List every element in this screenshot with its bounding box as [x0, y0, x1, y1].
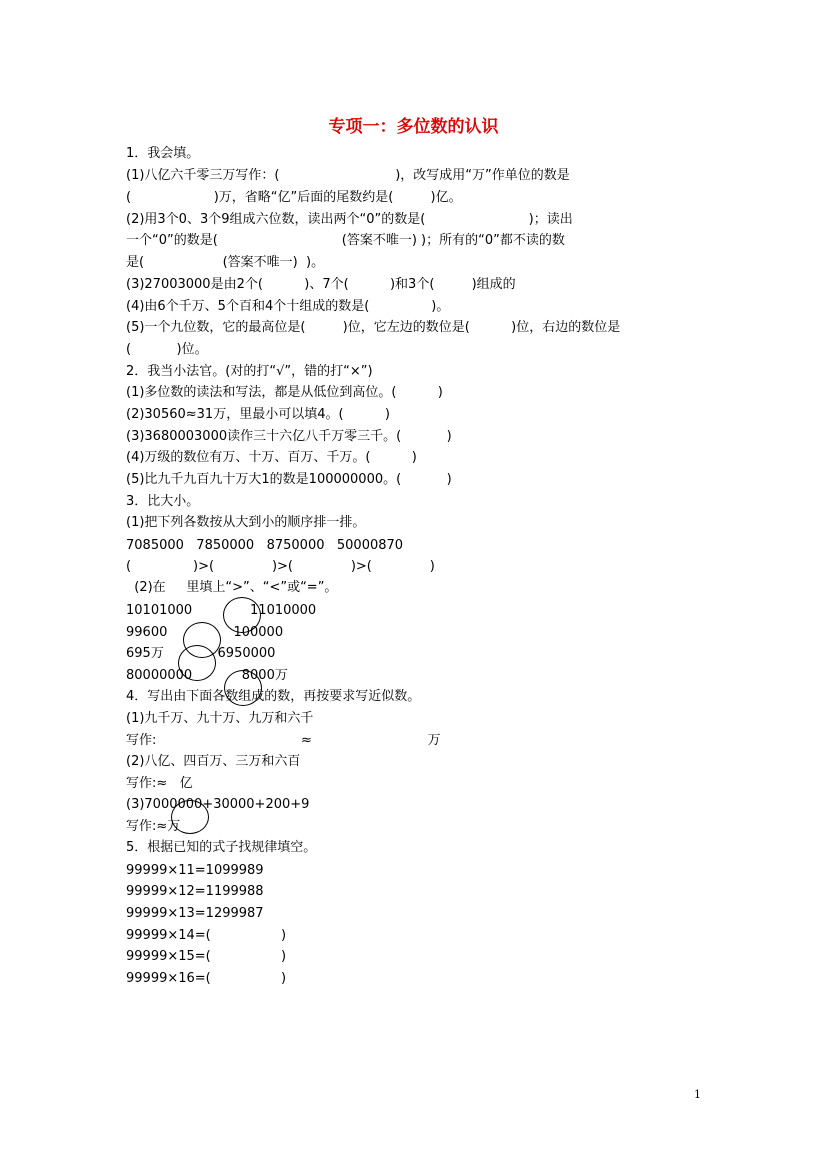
section-1-heading: 1．我会填。 — [126, 146, 200, 161]
q1-1-line2: ( )万，省略“亿”后面的尾数约是( )亿。 — [126, 190, 462, 205]
q2-2: (2)30560≈31万，里最小可以填4。( ) — [126, 407, 390, 422]
q3-2-row1: 10101000 11010000 — [126, 603, 317, 618]
q1-1-line1: (1)八亿六千零三万写作：( )，改写成用“万”作单位的数是 — [126, 168, 570, 183]
compare-circle-3[interactable] — [178, 645, 216, 681]
q3-1-order-blanks: ( )>( )>( )>( ) — [126, 559, 435, 574]
q2-3: (3)3680003000读作三十六亿八千万零三千。( ) — [126, 429, 452, 444]
q5-eq2: 99999×12=1199988 — [126, 884, 264, 899]
q5-eq3: 99999×13=1299987 — [126, 906, 264, 921]
page-number: 1 — [694, 1088, 701, 1101]
q3-2-prompt: (2)在 里填上“>”、“<”或“=”。 — [126, 580, 338, 595]
compare-circle-4[interactable] — [224, 670, 262, 706]
q1-5-line1: (5)一个九位数，它的最高位是( )位，它左边的数位是( )位，右边的数位是 — [126, 320, 621, 335]
q1-4: (4)由6个千万、5个百和4个十组成的数是( )。 — [126, 299, 450, 314]
q1-3: (3)27003000是由2个( )、7个( )和3个( )组成的 — [126, 277, 516, 292]
q3-1-prompt: (1)把下列各数按从大到小的顺序排一排。 — [126, 515, 366, 530]
section-2-heading: 2．我当小法官。(对的打“√”，错的打“×”) — [126, 364, 373, 379]
q2-5: (5)比九千九百九十万大1的数是100000000。( ) — [126, 472, 452, 487]
q3-2-row4: 80000000 8000万 — [126, 668, 288, 683]
q5-eq4: 99999×14=( ) — [126, 928, 287, 943]
q5-eq5: 99999×15=( ) — [126, 949, 287, 964]
q2-4: (4)万级的数位有万、十万、百万、千万。( ) — [126, 450, 417, 465]
q4-3-answer: 写作:≈万 — [126, 819, 181, 834]
q4-3-prompt: (3)7000000+30000+200+9 — [126, 797, 310, 812]
q4-2-prompt: (2)八亿、四百万、三万和六百 — [126, 754, 301, 769]
approx-circle[interactable] — [171, 800, 209, 834]
section-5-heading: 5．根据已知的式子找规律填空。 — [126, 840, 317, 855]
q5-eq6: 99999×16=( ) — [126, 971, 287, 986]
q1-2-line3: 是( (答案不唯一) )。 — [126, 255, 325, 270]
q2-1: (1)多位数的读法和写法，都是从低位到高位。( ) — [126, 385, 443, 400]
q1-2-line1: (2)用3个0、3个9组成六位数，读出两个“0”的数是( )；读出 — [126, 212, 573, 227]
q3-2-row3: 695万 6950000 — [126, 646, 276, 661]
q1-2-line2: 一个“0”的数是( (答案不唯一) )；所有的“0”都不读的数 — [126, 233, 565, 248]
page-title: 专项一：多位数的认识 — [328, 117, 499, 137]
section-4-heading: 4．写出由下面各数组成的数，再按要求写近似数。 — [126, 689, 421, 704]
q4-2-answer: 写作:≈ 亿 — [126, 776, 193, 791]
compare-circle-1[interactable] — [223, 597, 261, 633]
q4-1-prompt: (1)九千万、九十万、九万和六千 — [126, 711, 314, 726]
q1-5-line2: ( )位。 — [126, 342, 208, 357]
q5-eq1: 99999×11=1099989 — [126, 863, 264, 878]
q3-1-numbers: 7085000 7850000 8750000 50000870 — [126, 538, 404, 553]
section-3-heading: 3．比大小。 — [126, 494, 200, 509]
q3-2-row2: 99600 100000 — [126, 625, 284, 640]
q4-1-answer: 写作: ≈ 万 — [126, 733, 441, 748]
